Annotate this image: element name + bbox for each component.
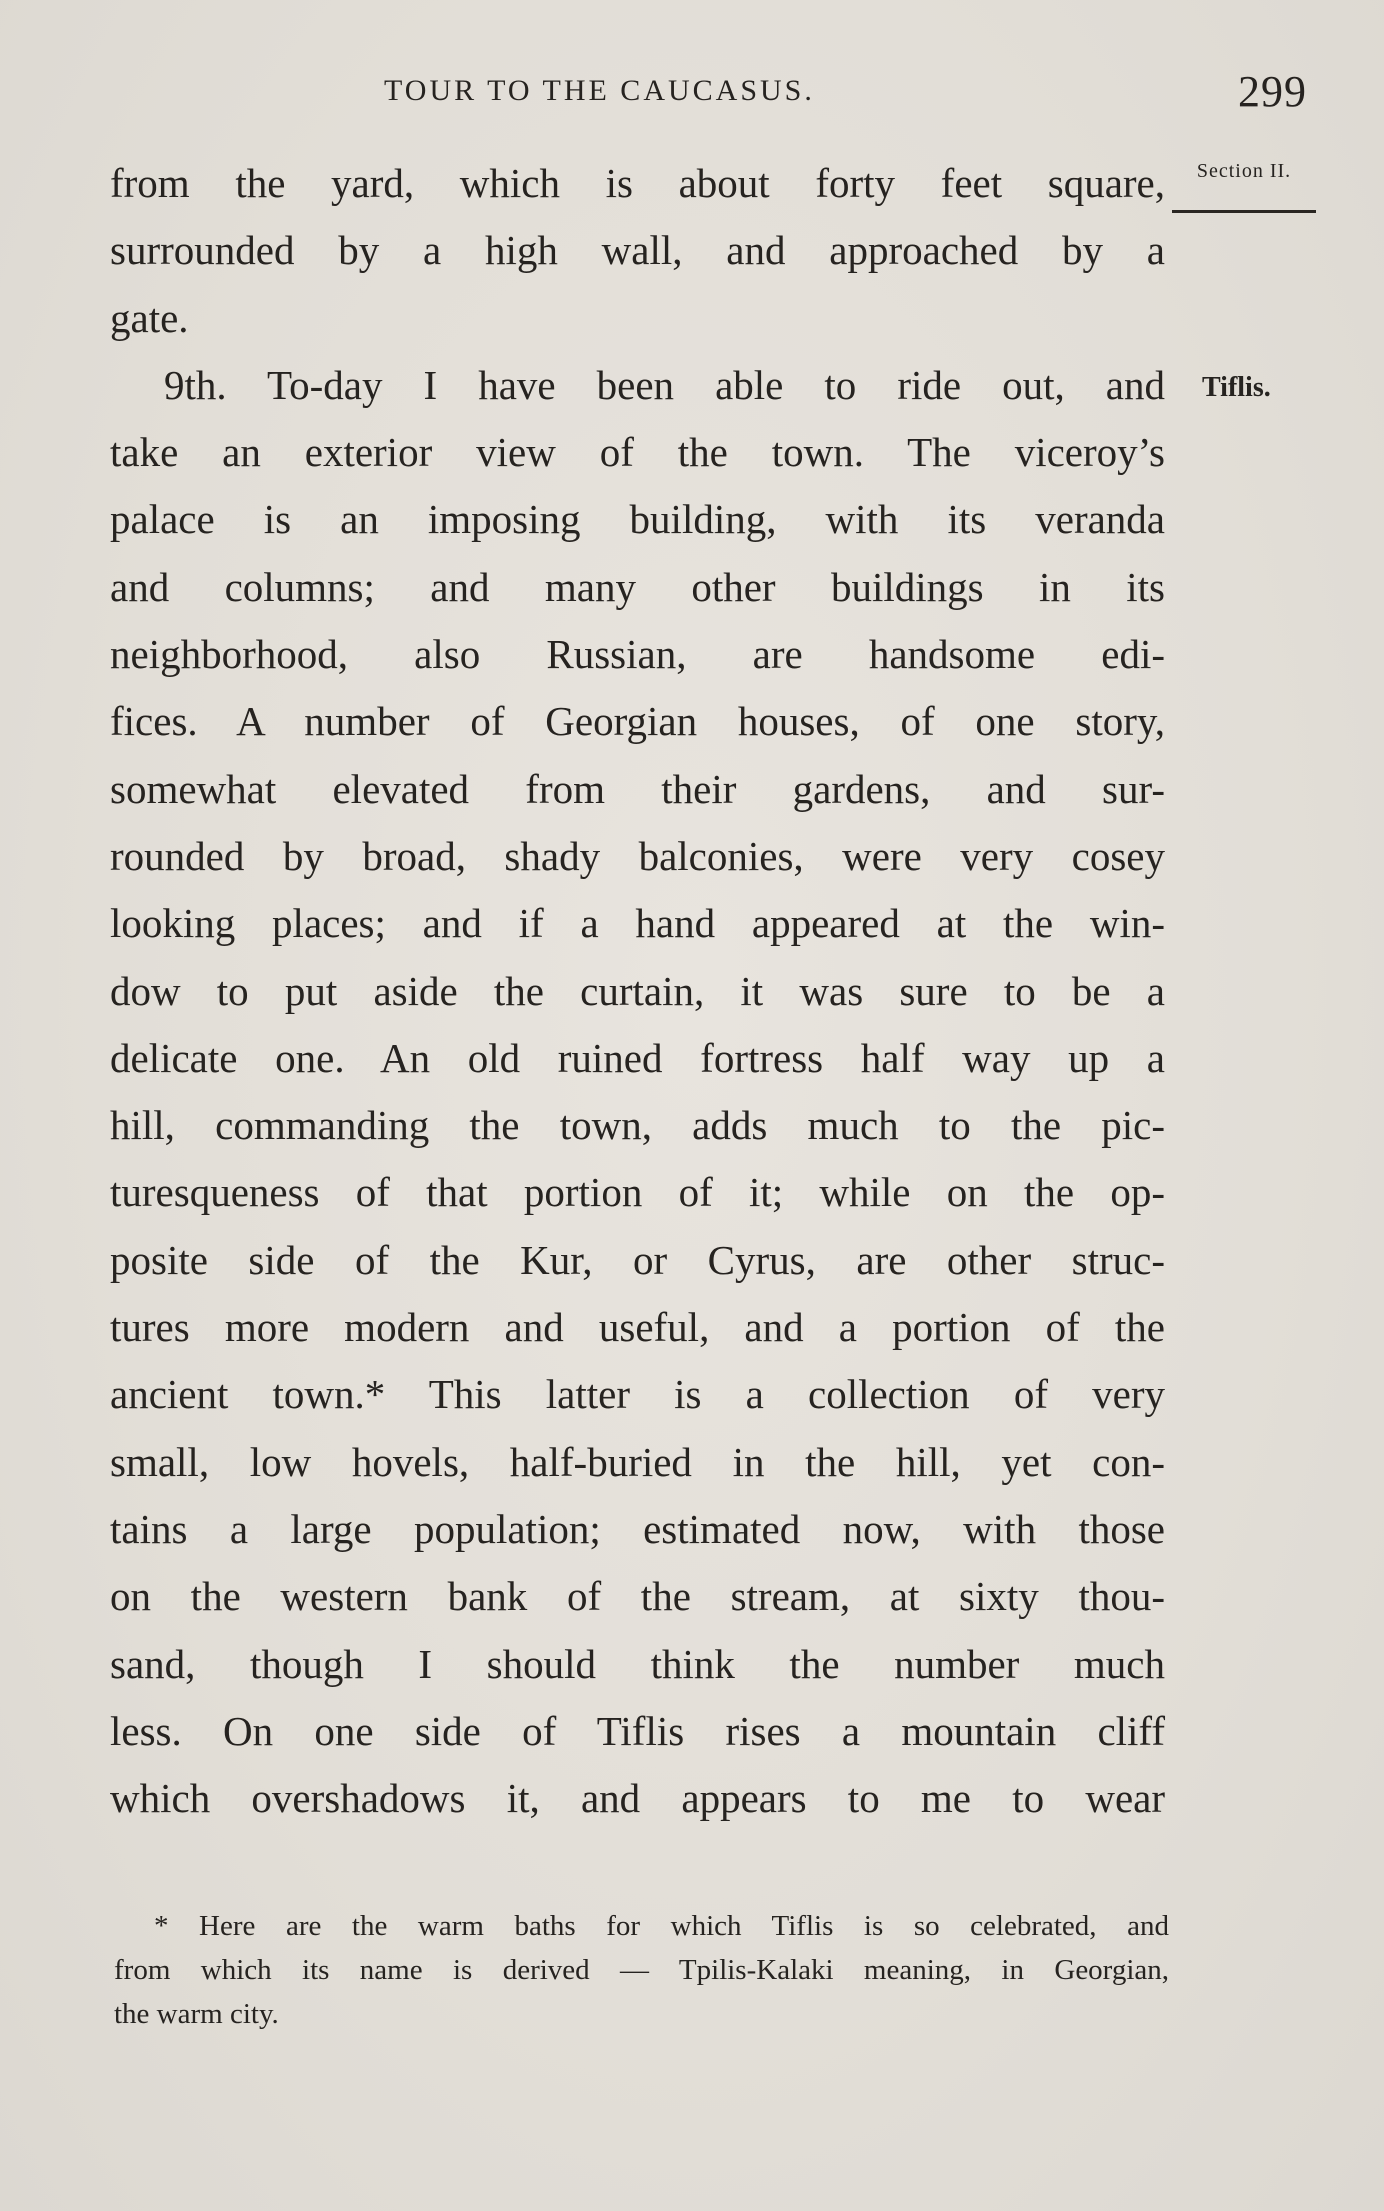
text-line: turesqueness of that portion of it; while on the op- <box>110 1169 1165 1216</box>
text-line: dow to put aside the curtain, it was sure to be a <box>110 967 1165 1014</box>
running-title: TOUR TO THE CAUCASUS. <box>384 74 815 107</box>
footnote-line: from which its name is derived — Tpilis-Kalaki meaning, in Georgian, <box>114 1954 1169 1986</box>
text-line: which overshadows it, and appears to me to wear <box>110 1775 1165 1822</box>
text-line: somewhat elevated from their gardens, and sur- <box>110 765 1165 812</box>
text-line: ancient town.* This latter is a collection of very <box>110 1371 1165 1418</box>
margin-note-rule <box>1172 210 1316 213</box>
text-line: neighborhood, also Russian, are handsome edi- <box>110 631 1165 678</box>
text-line: gate. <box>110 294 189 341</box>
text-line: from the yard, which is about forty feet square, <box>110 160 1165 206</box>
body-text <box>110 150 1165 1832</box>
text-line: small, low hovels, half-buried in the hill, yet con- <box>110 1438 1165 1485</box>
text-line: and columns; and many other buildings in its <box>110 563 1165 610</box>
text-line: delicate one. An old ruined fortress half way up a <box>110 1034 1165 1081</box>
page-number: 299 <box>1238 67 1307 116</box>
text-line: tures more modern and useful, and a portion of the <box>110 1304 1165 1351</box>
text-line: palace is an imposing building, with its veranda <box>110 496 1165 543</box>
text-line: tains a large population; estimated now, with those <box>110 1505 1165 1552</box>
text-line: posite side of the Kur, or Cyrus, are other struc- <box>110 1236 1165 1283</box>
text-line: surrounded by a high wall, and approached by a <box>110 227 1165 274</box>
text-line: 9th. To-day I have been able to ride out, and <box>164 361 1165 408</box>
text-line: rounded by broad, shady balconies, were very cosey <box>110 832 1165 879</box>
text-line: hill, commanding the town, adds much to the pic- <box>110 1102 1165 1149</box>
running-head <box>0 66 1384 116</box>
footnote-line: the warm city. <box>114 1998 279 2030</box>
footnote <box>114 1904 1169 2036</box>
margin-note-place: Tiflis. <box>1202 372 1271 403</box>
text-line: less. On one side of Tiflis rises a mountain cliff <box>110 1707 1165 1754</box>
text-line: sand, though I should think the number much <box>110 1640 1165 1687</box>
text-line: on the western bank of the stream, at sixty thou- <box>110 1573 1165 1620</box>
text-line: fices. A number of Georgian houses, of one story, <box>110 698 1165 745</box>
margin-note-section: Section II. <box>1196 160 1292 182</box>
footnote-line: * Here are the warm baths for which Tiflis is so celebrated, and <box>154 1910 1169 1942</box>
text-line: take an exterior view of the town. The viceroy’s <box>110 429 1165 476</box>
text-line: looking places; and if a hand appeared at the win- <box>110 900 1165 947</box>
